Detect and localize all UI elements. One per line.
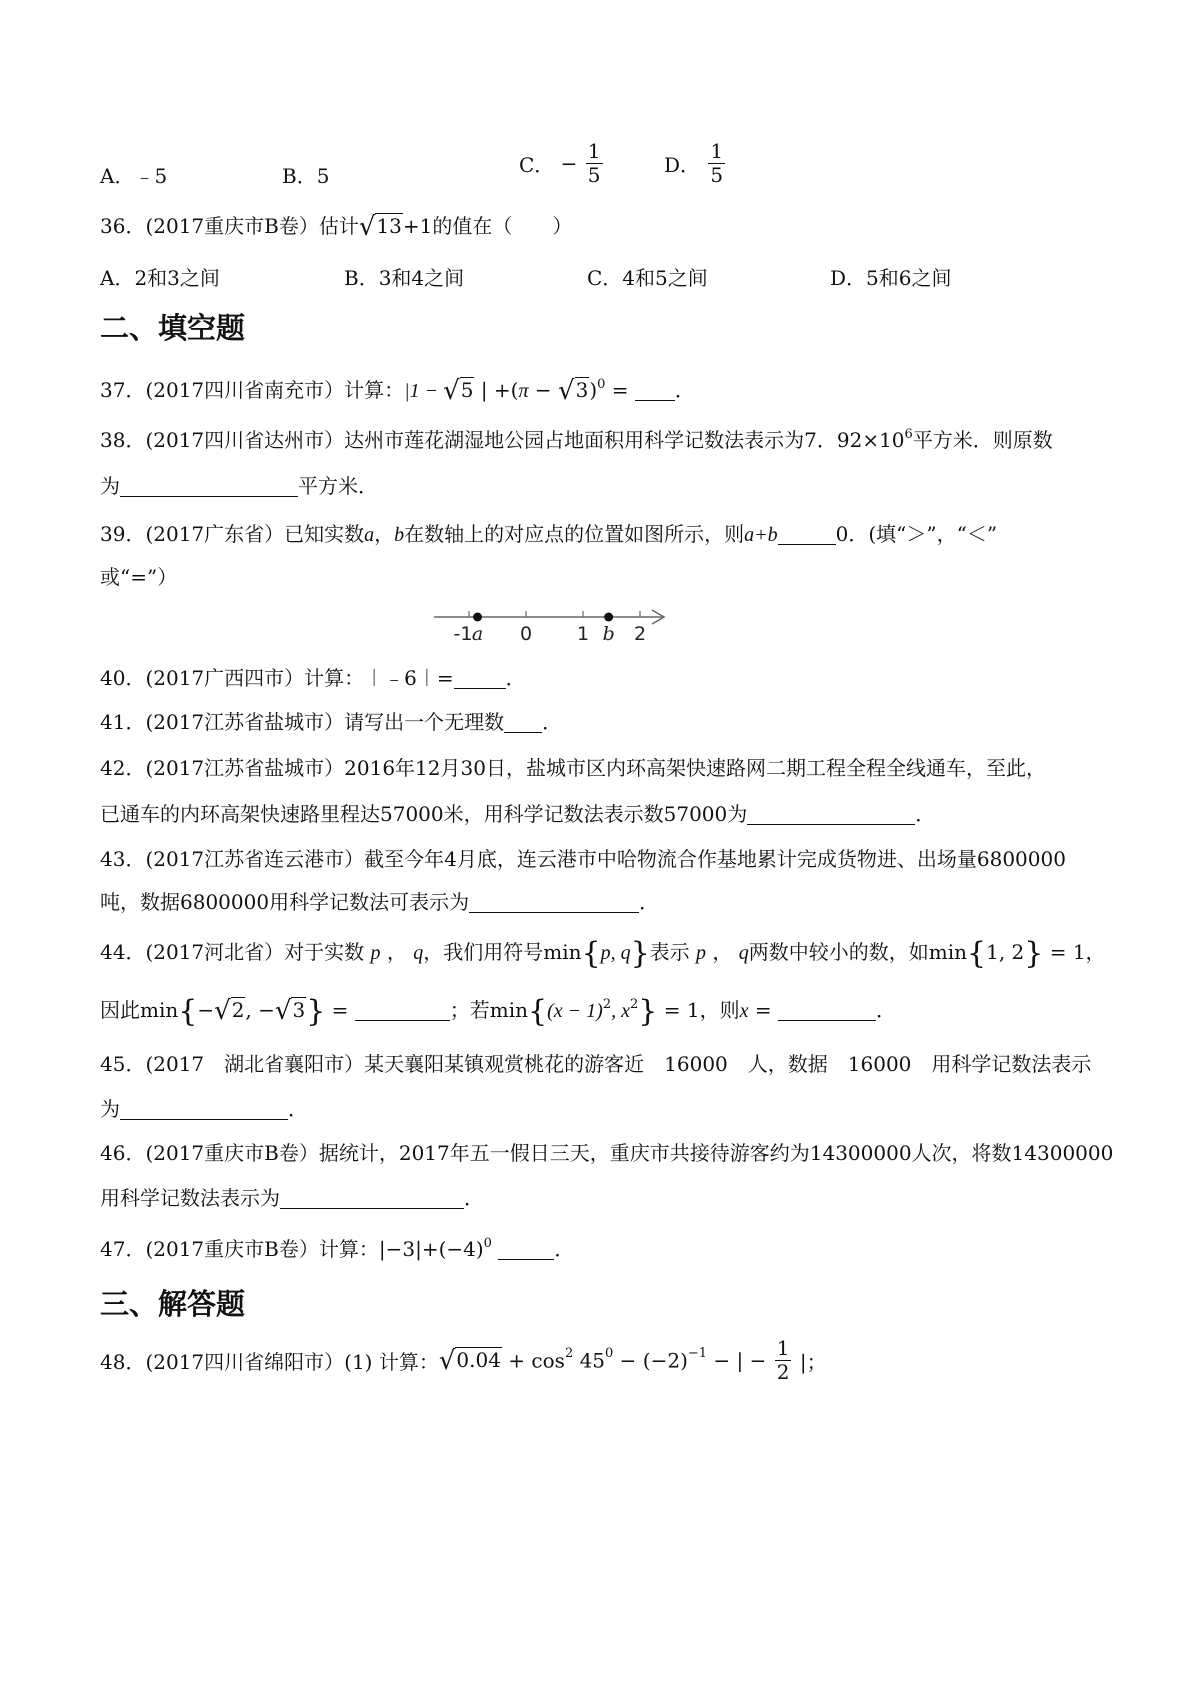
q41-prefix: 41．(2017江苏省盐城市）请写出一个无理数 [100, 710, 505, 734]
q44-min-3: min [140, 998, 179, 1022]
q48-end: |； [793, 1350, 827, 1374]
q35-c-fraction [586, 140, 603, 187]
q39-end: 0．(填“＞”，“＜” [835, 522, 998, 546]
q39-prefix: 39．(2017广东省）已知实数 [100, 522, 365, 546]
q36-question [100, 210, 572, 242]
q37-exponent: 0 [597, 377, 606, 392]
q35-d-denominator: 5 [710, 163, 724, 187]
q42-end: ． [915, 802, 936, 826]
q44-var-q: q [413, 942, 424, 964]
q44-expr-b: , x [611, 1000, 631, 1022]
q48-fraction [775, 1337, 792, 1384]
q48-abs: − | − [707, 1348, 773, 1373]
q44-example: 1, 2 [986, 940, 1025, 964]
number-line-tick-label: 0 [519, 623, 533, 645]
q38-line1 [100, 424, 1053, 453]
q39-var-a: a [364, 524, 375, 546]
q48-question [100, 1337, 827, 1384]
q44-answer-blank-1[interactable] [355, 1000, 450, 1021]
q44-var-x: x [739, 1000, 749, 1022]
q44-var-q2: q [738, 942, 749, 964]
q47-prefix: 47．(2017重庆市B卷）计算： [100, 1237, 379, 1261]
q46-end: ． [464, 1186, 484, 1210]
q44-line2-prefix: 因此 [100, 998, 140, 1022]
q43-line2-prefix: 吨，数据6800000用科学记数法可表示为 [100, 890, 470, 914]
q37-radicand-5: 5 [460, 378, 474, 402]
q37-eq: = [605, 378, 635, 402]
q38-line2-prefix: 为 [100, 474, 120, 498]
q37-sqrt3: √3 [558, 376, 589, 406]
q48-deg: 45 [573, 1348, 606, 1373]
q38-text: 38．(2017四川省达州市）达州市莲花湖湿地公园占地面积用科学记数法表示为7．92×10 [100, 428, 905, 452]
q45-answer-blank[interactable] [120, 1099, 288, 1120]
number-line [428, 598, 678, 646]
number-line-tick-label: -1 [453, 623, 473, 645]
q44-min-1: min [543, 940, 582, 964]
q37-end: ． [674, 378, 695, 402]
q47-expr: |−3|+(−4) [378, 1237, 484, 1261]
q44-eq2: = [748, 998, 778, 1022]
q41-end: ． [542, 710, 563, 734]
q44-semi: ；若 [449, 998, 490, 1022]
q44-pq: p, q [600, 942, 631, 964]
q39-line2: 或“=”） [100, 565, 178, 589]
section3-title: 三、解答题 [100, 1287, 246, 1321]
q44-mid2: 表示 [649, 940, 690, 964]
q44-sep2: ， [712, 940, 733, 964]
q40-abs: ︱﹣6︱= [364, 666, 454, 690]
number-line-point-label-a: a [471, 623, 484, 645]
q36-option-a: A．2和3之间 [100, 266, 220, 290]
q44-radicand-3: 3 [292, 998, 306, 1022]
q44-var-p2: p [696, 942, 707, 964]
q43-end: ． [639, 890, 660, 914]
number-line-tick-label: 1 [576, 623, 590, 645]
q39-var-b: b [394, 524, 405, 546]
q42-line2 [100, 798, 935, 827]
q48-denominator: 2 [776, 1360, 790, 1384]
q44-min-4: min [489, 998, 529, 1022]
q35-d-prefix: D． [664, 153, 701, 177]
q36-sqrt: √13 [358, 212, 402, 242]
number-line-point-a [473, 613, 482, 622]
q39-line1 [100, 518, 997, 547]
q44-sqrt3: √3 [274, 996, 306, 1026]
q40-question [100, 662, 526, 691]
q44-radicand-2: 2 [231, 998, 245, 1022]
q38-line2-end: 平方米． [298, 474, 378, 498]
q35-c-denominator: 5 [587, 163, 601, 187]
q36-radicand: 13 [376, 214, 402, 238]
q43-answer-blank[interactable] [469, 892, 639, 913]
q37-question [100, 374, 695, 406]
q48-prefix: 48．(2017四川省绵阳市）(1) 计算： [100, 1350, 439, 1374]
q37-prefix: 37．(2017四川省南充市）计算： [100, 378, 405, 402]
q42-line1: 42．(2017江苏省盐城市）2016年12月30日，盐城市区内环高架快速路网二期工程全程全线通车，至此， [100, 756, 1046, 780]
q39-answer-blank[interactable] [778, 524, 836, 545]
q39-comma: ， [374, 522, 395, 546]
q46-line1: 46．(2017重庆市B卷）据统计，2017年五一假日三天，重庆市共接待游客约为14300000人次，将数14300000 [100, 1141, 1114, 1165]
q44-sqrt2: √2 [214, 996, 245, 1026]
q44-mid3: 两数中较小的数，如 [748, 940, 929, 964]
q37-minus: − [528, 378, 558, 402]
q37-abs-open: |1 − [404, 380, 444, 402]
q45-line1: 45．(2017 湖北省襄阳市）某天襄阳某镇观赏桃花的游客近 16000 人，数据 16000 用科学记数法表示 [100, 1052, 1092, 1076]
q41-question [100, 706, 562, 735]
q44-expr-a: (x − 1) [547, 1000, 603, 1022]
q43-line1: 43．(2017江苏省连云港市）截至今年4月底，连云港市中哈物流合作基地累计完成货物进、出场量6800000 [100, 847, 1066, 871]
q36-option-b: B．3和4之间 [344, 266, 465, 290]
q40-end: ． [505, 666, 526, 690]
q44-sep: ， [386, 940, 407, 964]
q40-prefix: 40．(2017广西四市）计算： [100, 666, 365, 690]
q44-end: ． [875, 998, 896, 1022]
q36-prefix: 36．(2017重庆市B卷）估计 [100, 214, 359, 238]
q35-option-b: B．5 [282, 164, 330, 188]
q39-expr-ab: a+b [744, 524, 778, 546]
q35-d-fraction [708, 140, 725, 187]
q39-mid: 在数轴上的对应点的位置如图所示，则 [404, 522, 745, 546]
q44-sq-1: 2 [602, 997, 612, 1012]
q46-answer-blank[interactable] [280, 1188, 464, 1209]
q44-var-p: p [370, 942, 381, 964]
q38-exponent: 6 [904, 427, 913, 442]
q48-cos-exp: 2 [564, 1346, 574, 1361]
q35-d-numerator: 1 [710, 139, 724, 163]
q44-answer-blank-2[interactable] [778, 1000, 876, 1021]
q35-option-d [664, 140, 727, 187]
q45-line2 [100, 1093, 308, 1122]
q38-answer-blank[interactable] [120, 476, 298, 497]
q35-c-sign: − [560, 151, 578, 176]
q48-numerator: 1 [776, 1336, 790, 1360]
q44-line1: 44．(2017河北省）对于实数 p ， q，我们用符号min{p, q}表示 p ， q两数中较小的数，如min{1, 2} = 1， [100, 936, 1106, 971]
q40-answer-blank[interactable] [454, 668, 506, 689]
q44-eq1: = 1 [657, 998, 700, 1022]
q45-end: ． [288, 1097, 308, 1121]
q36-option-c: C．4和5之间 [587, 266, 708, 290]
q47-answer-blank[interactable] [498, 1239, 554, 1260]
q48-sqrt: √0.04 [438, 1345, 501, 1376]
q48-neg-exp: −1 [687, 1346, 708, 1361]
q41-answer-blank[interactable] [504, 712, 542, 733]
q37-close: ) [589, 378, 598, 402]
q48-cos: + cos [501, 1348, 565, 1373]
number-line-tick-label: 2 [633, 623, 647, 645]
q48-deg-exp: 0 [605, 1346, 614, 1361]
q46-line2-prefix: 用科学记数法表示为 [100, 1186, 280, 1210]
q44-mid: ，我们用符号 [423, 940, 544, 964]
q44-min-2: min [928, 940, 967, 964]
q44-example-eq: = 1， [1043, 940, 1106, 964]
q42-answer-blank[interactable] [747, 804, 915, 825]
q46-line2 [100, 1182, 484, 1211]
q44-line2: 因此min{−√2, −√3} = ；若$\min\{(x - 1)^2$, $x^2\} = 1$，则x = ． [100, 994, 896, 1029]
q44-prefix: 44．(2017河北省）对于实数 [100, 940, 365, 964]
q38-line1-end: 平方米．则原数 [912, 428, 1053, 452]
q35-option-a: A．﹣5 [100, 164, 168, 188]
q45-line2-prefix: 为 [100, 1097, 120, 1121]
q38-line2 [100, 470, 378, 499]
q48-radicand: 0.04 [456, 1347, 501, 1372]
q37-sqrt5: √5 [443, 376, 474, 406]
q35-option-c [519, 140, 605, 187]
q43-line2 [100, 886, 659, 915]
q36-option-d: D．5和6之间 [830, 266, 952, 290]
q37-radicand-3: 3 [575, 378, 589, 402]
q36-after: +1的值在（ ） [402, 214, 573, 238]
q47-exponent: 0 [483, 1236, 492, 1251]
q47-question [100, 1233, 574, 1262]
q37-mid: | +( [474, 378, 519, 402]
q42-line2-prefix: 已通车的内环高架快速路里程达57000米，用科学记数法表示数57000为 [100, 802, 748, 826]
q44-sq-2: 2 [630, 997, 639, 1012]
number-line-point-label-b: b [602, 623, 615, 645]
q35-c-numerator: 1 [587, 139, 601, 163]
q37-pi: π [518, 380, 529, 402]
number-line-point-b [604, 613, 613, 622]
q44-eq: = [325, 998, 355, 1022]
q37-answer-blank[interactable] [635, 380, 675, 401]
q44-then: ，则 [699, 998, 740, 1022]
q35-c-prefix: C． [519, 153, 555, 177]
q48-mid: − (−2) [613, 1348, 688, 1373]
q47-end: ． [554, 1237, 575, 1261]
section2-title: 二、填空题 [100, 311, 246, 345]
